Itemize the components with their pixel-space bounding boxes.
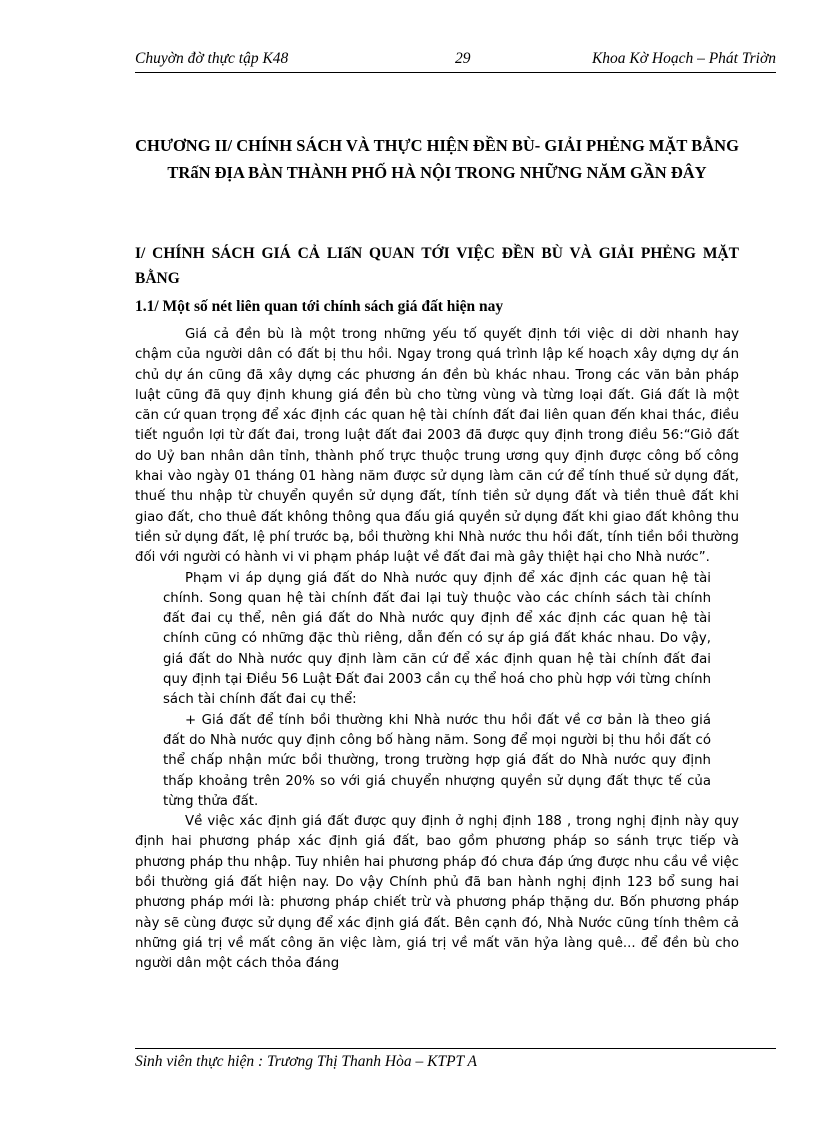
page-header: [135, 48, 776, 73]
paragraph: Phạm vi áp dụng giá đất do Nhà nước quy định để xác định các quan hệ tài chính. Song quan hệ tài chính đất đai lại tuỳ thuộc vào các chính sách tài chính đất đai cụ thể, nên giá đất do Nhà nước quy định để xác định các quan hệ tài chính cũng có những đặc thù riêng, dẫn đến có sự áp giá đất khác nhau. Do vậy, giá đất do Nhà nước quy định làm căn cứ để xác định quan hệ tài chính đất đai quy định tại Điều 56 Luật Đất đai 2003 cần cụ thể hoá cho phù hợp với từng chính sách tài chính đất đai cụ thể:: [163, 570, 711, 708]
footer-author: Sinh viên thực hiện : Trương Thị Thanh Hòa – KTPT A: [135, 1053, 477, 1070]
paragraph: Về việc xác định giá đất được quy định ở nghị định 188 , trong nghị định này quy định hai phương pháp xác định giá đất, bao gồm phương pháp so sánh trực tiếp và phương pháp thu nhập. Tuy nhiên hai phương pháp đó chưa đáp ứng được nhu cầu về việc bồi thường giá đất hiện nay. Do vậy Chính phủ đã ban hành nghị định 123 bổ sung hai phương pháp mới là: phương pháp chiết trừ và phương pháp thặng dư. Bốn phương pháp này sẽ cùng được sử dụng để xác định giá đất. Bên cạnh đó, Nhà Nước cũng tính thêm cả những giá trị về mất công ăn việc làm, giá trị về mất văn hỷa làng quê... để đền bù cho người dân một cách thỏa đáng: [135, 814, 739, 972]
header-faculty: Khoa Kờ Hoạch – Phát Triờn: [591, 50, 776, 67]
body-text: [135, 325, 739, 975]
paragraph: Giá cả đền bù là một trong những yếu tố quyết định tới việc di dời nhanh hay chậm của người dân có đất bị thu hồi. Ngay trong quá trình lập kế hoạch xây dựng dự án chủ dự án cũng đã xây dựng các phương án đền bù khác nhau. Trong các văn bản pháp luật cũng đã quy định khung giá đền bù cho từng vùng và từng loại đất. Giá đất là một căn cứ quan trọng để xác định các quan hệ tài chính đất đai liên quan đến khai thác, điều tiết nguồn lợi từ đất đai, trong luật đất đai 2003 đã được quy định trong điều 56:“Giỏ đất do Uỷ ban nhân dân tỉnh, thành phố trực thuộc trung ương quy định được công bố công khai vào ngày 01 tháng 01 hàng năm được sử dụng làm căn cứ để tính thuế sử dụng đất, thuế thu nhập từ chuyển quyền sử dụng đất, tính tiền sử dụng đất và tiền thuê đất khi giao đất, cho thuê đất không thông qua đấu giá quyền sử dụng đất khi giao đất không thu tiền sử dụng đất, lệ phí trước bạ, bồi thường khi Nhà nước thu hồi đất, tính tiền bồi thường đối với người có hành vi vi phạm pháp luật về đất đai mà gây thiệt hại cho Nhà nước”.: [135, 327, 739, 566]
header-course: Chuyờn đờ thực tập K48: [135, 50, 289, 67]
bullet-paragraph: + Giá đất để tính bồi thường khi Nhà nước thu hồi đất về cơ bản là theo giá đất do Nhà nước quy định công bố hàng năm. Song để mọi người bị thu hồi đất có thể chấp nhận mức bồi thường, trong trường hợp giá đất do Nhà nước quy định thấp khoảng trên 20% so với giá chuyển nhượng quyền sử dụng đất thực tế của từng thửa đất.: [163, 712, 711, 809]
chapter-title: CHƯƠNG II/ CHÍNH SÁCH VÀ THỰC HIỆN ĐỀN BÙ- GIẢI PHẺNG MẶT BẰNG TRấN ĐỊA BÀN THÀNH PHỐ HÀ NỘI TRONG NHỮNG NĂM GẦN ĐÂY: [135, 136, 739, 182]
section-title: I/ CHÍNH SÁCH GIÁ CẢ LIấN QUAN TỚI VIỆC ĐỀN BÙ VÀ GIẢI PHẺNG MẶT BẰNG: [135, 245, 739, 287]
page-number: 29: [455, 50, 471, 67]
page-footer: [135, 1048, 776, 1073]
subsection-title: 1.1/ Một số nét liên quan tới chính sách giá đất hiện nay: [135, 298, 504, 315]
